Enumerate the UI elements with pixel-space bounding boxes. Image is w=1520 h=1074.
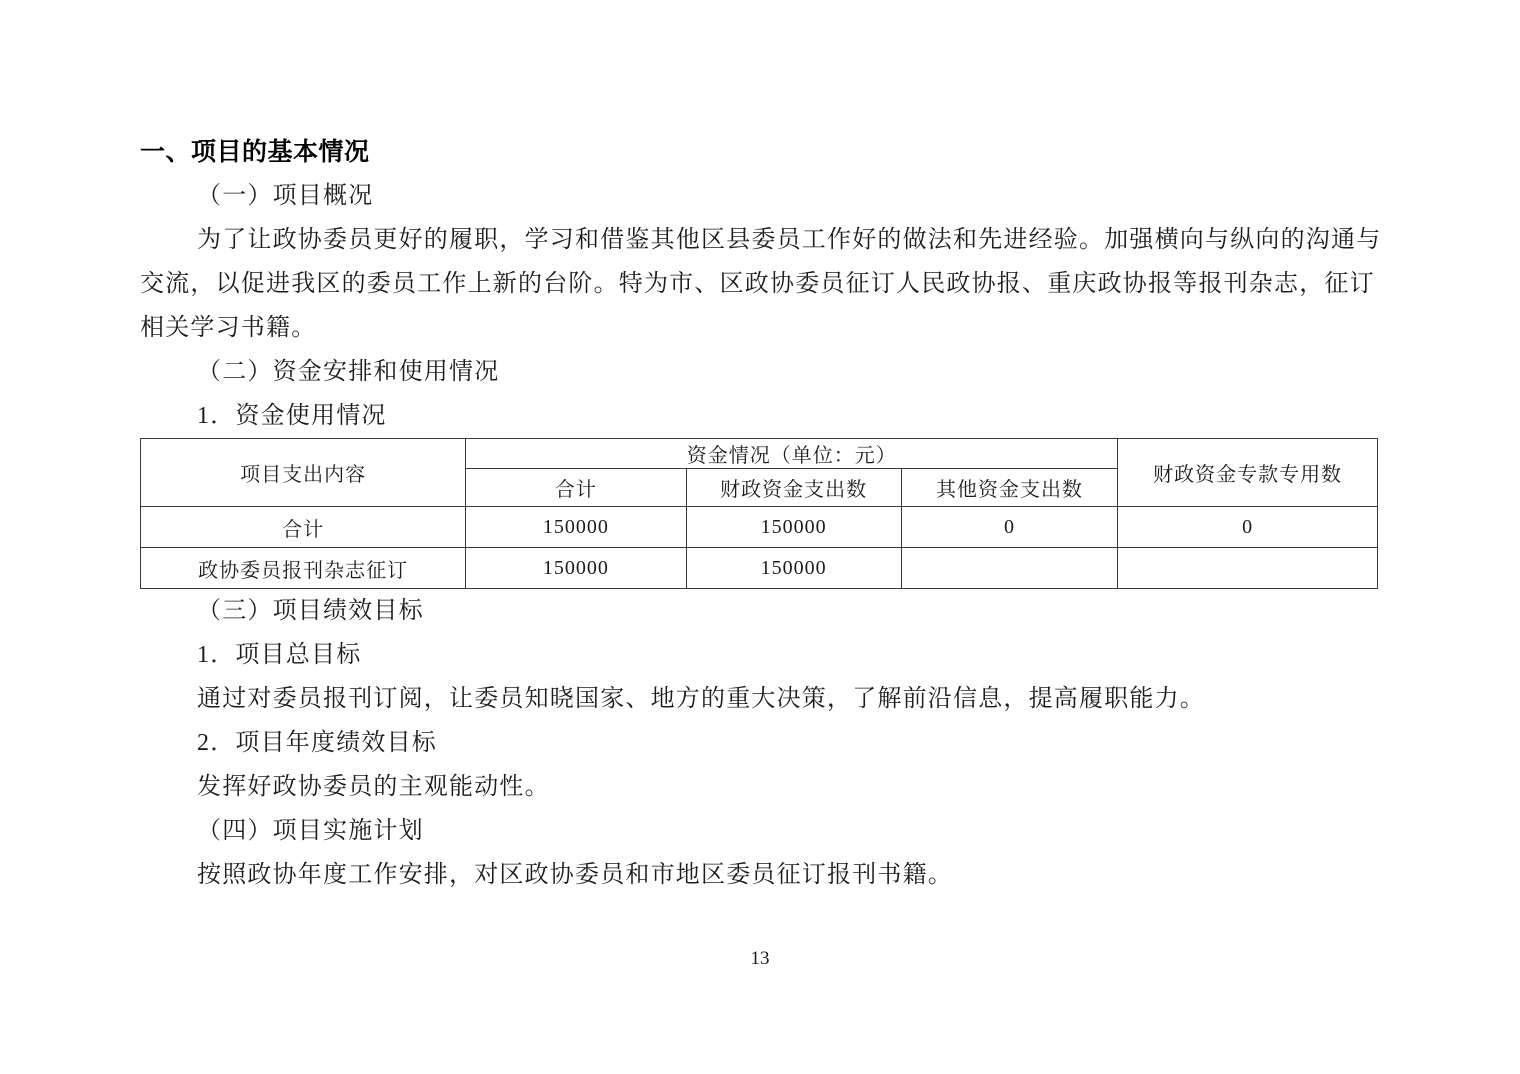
table-header-row-1 [141, 439, 1378, 469]
project-annual-goal-label: 2．项目年度绩效目标 [197, 730, 437, 756]
header-other-expense: 其他资金支出数 [901, 469, 1117, 507]
row-total-cell: 150000 [466, 507, 686, 548]
project-overall-goal-label: 1．项目总目标 [197, 642, 362, 668]
header-expense-content: 项目支出内容 [141, 439, 466, 507]
page-number: 13 [750, 948, 770, 969]
overview-paragraph-line-3: 相关学习书籍。 [140, 315, 317, 341]
row-other-cell [901, 548, 1117, 589]
row-earmark-cell: 0 [1118, 507, 1378, 548]
subsection-1-2-title: （二）资金安排和使用情况 [197, 359, 500, 385]
funds-usage-label: 1．资金使用情况 [197, 403, 387, 429]
subsection-1-1-title: （一）项目概况 [197, 183, 374, 209]
project-annual-goal-text: 发挥好政协委员的主观能动性。 [197, 774, 550, 800]
row-fiscal-cell: 150000 [686, 507, 901, 548]
funds-usage-table [140, 438, 1378, 589]
subsection-1-4-title: （四）项目实施计划 [197, 818, 424, 844]
row-other-cell: 0 [901, 507, 1117, 548]
row-name-cell: 政协委员报刊杂志征订 [141, 548, 466, 589]
row-name-cell: 合计 [141, 507, 466, 548]
row-total-cell: 150000 [466, 548, 686, 589]
document-body [140, 130, 1382, 897]
header-fiscal-expense: 财政资金支出数 [686, 469, 901, 507]
header-earmarked-funds: 财政资金专款专用数 [1118, 439, 1378, 507]
project-overall-goal-text: 通过对委员报刊订阅，让委员知晓国家、地方的重大决策，了解前沿信息，提高履职能力。 [197, 686, 1205, 712]
implementation-plan-text: 按照政协年度工作安排，对区政协委员和市地区委员征订报刊书籍。 [197, 862, 953, 888]
overview-paragraph-line-2: 交流，以促进我区的委员工作上新的台阶。特为市、区政协委员征订人民政协报、重庆政协报等报刊杂志，征订 [140, 271, 1375, 297]
overview-paragraph-line-1: 为了让政协委员更好的履职，学习和借鉴其他区县委员工作好的做法和先进经验。加强横向与纵向的沟通与 [197, 227, 1382, 253]
section-1-heading: 一、项目的基本情况 [140, 138, 370, 166]
row-fiscal-cell: 150000 [686, 548, 901, 589]
table-row [141, 507, 1378, 548]
header-total: 合计 [466, 469, 686, 507]
header-funds-group: 资金情况（单位：元） [466, 439, 1118, 469]
subsection-1-3-title: （三）项目绩效目标 [197, 598, 424, 624]
table-row [141, 548, 1378, 589]
row-earmark-cell [1118, 548, 1378, 589]
